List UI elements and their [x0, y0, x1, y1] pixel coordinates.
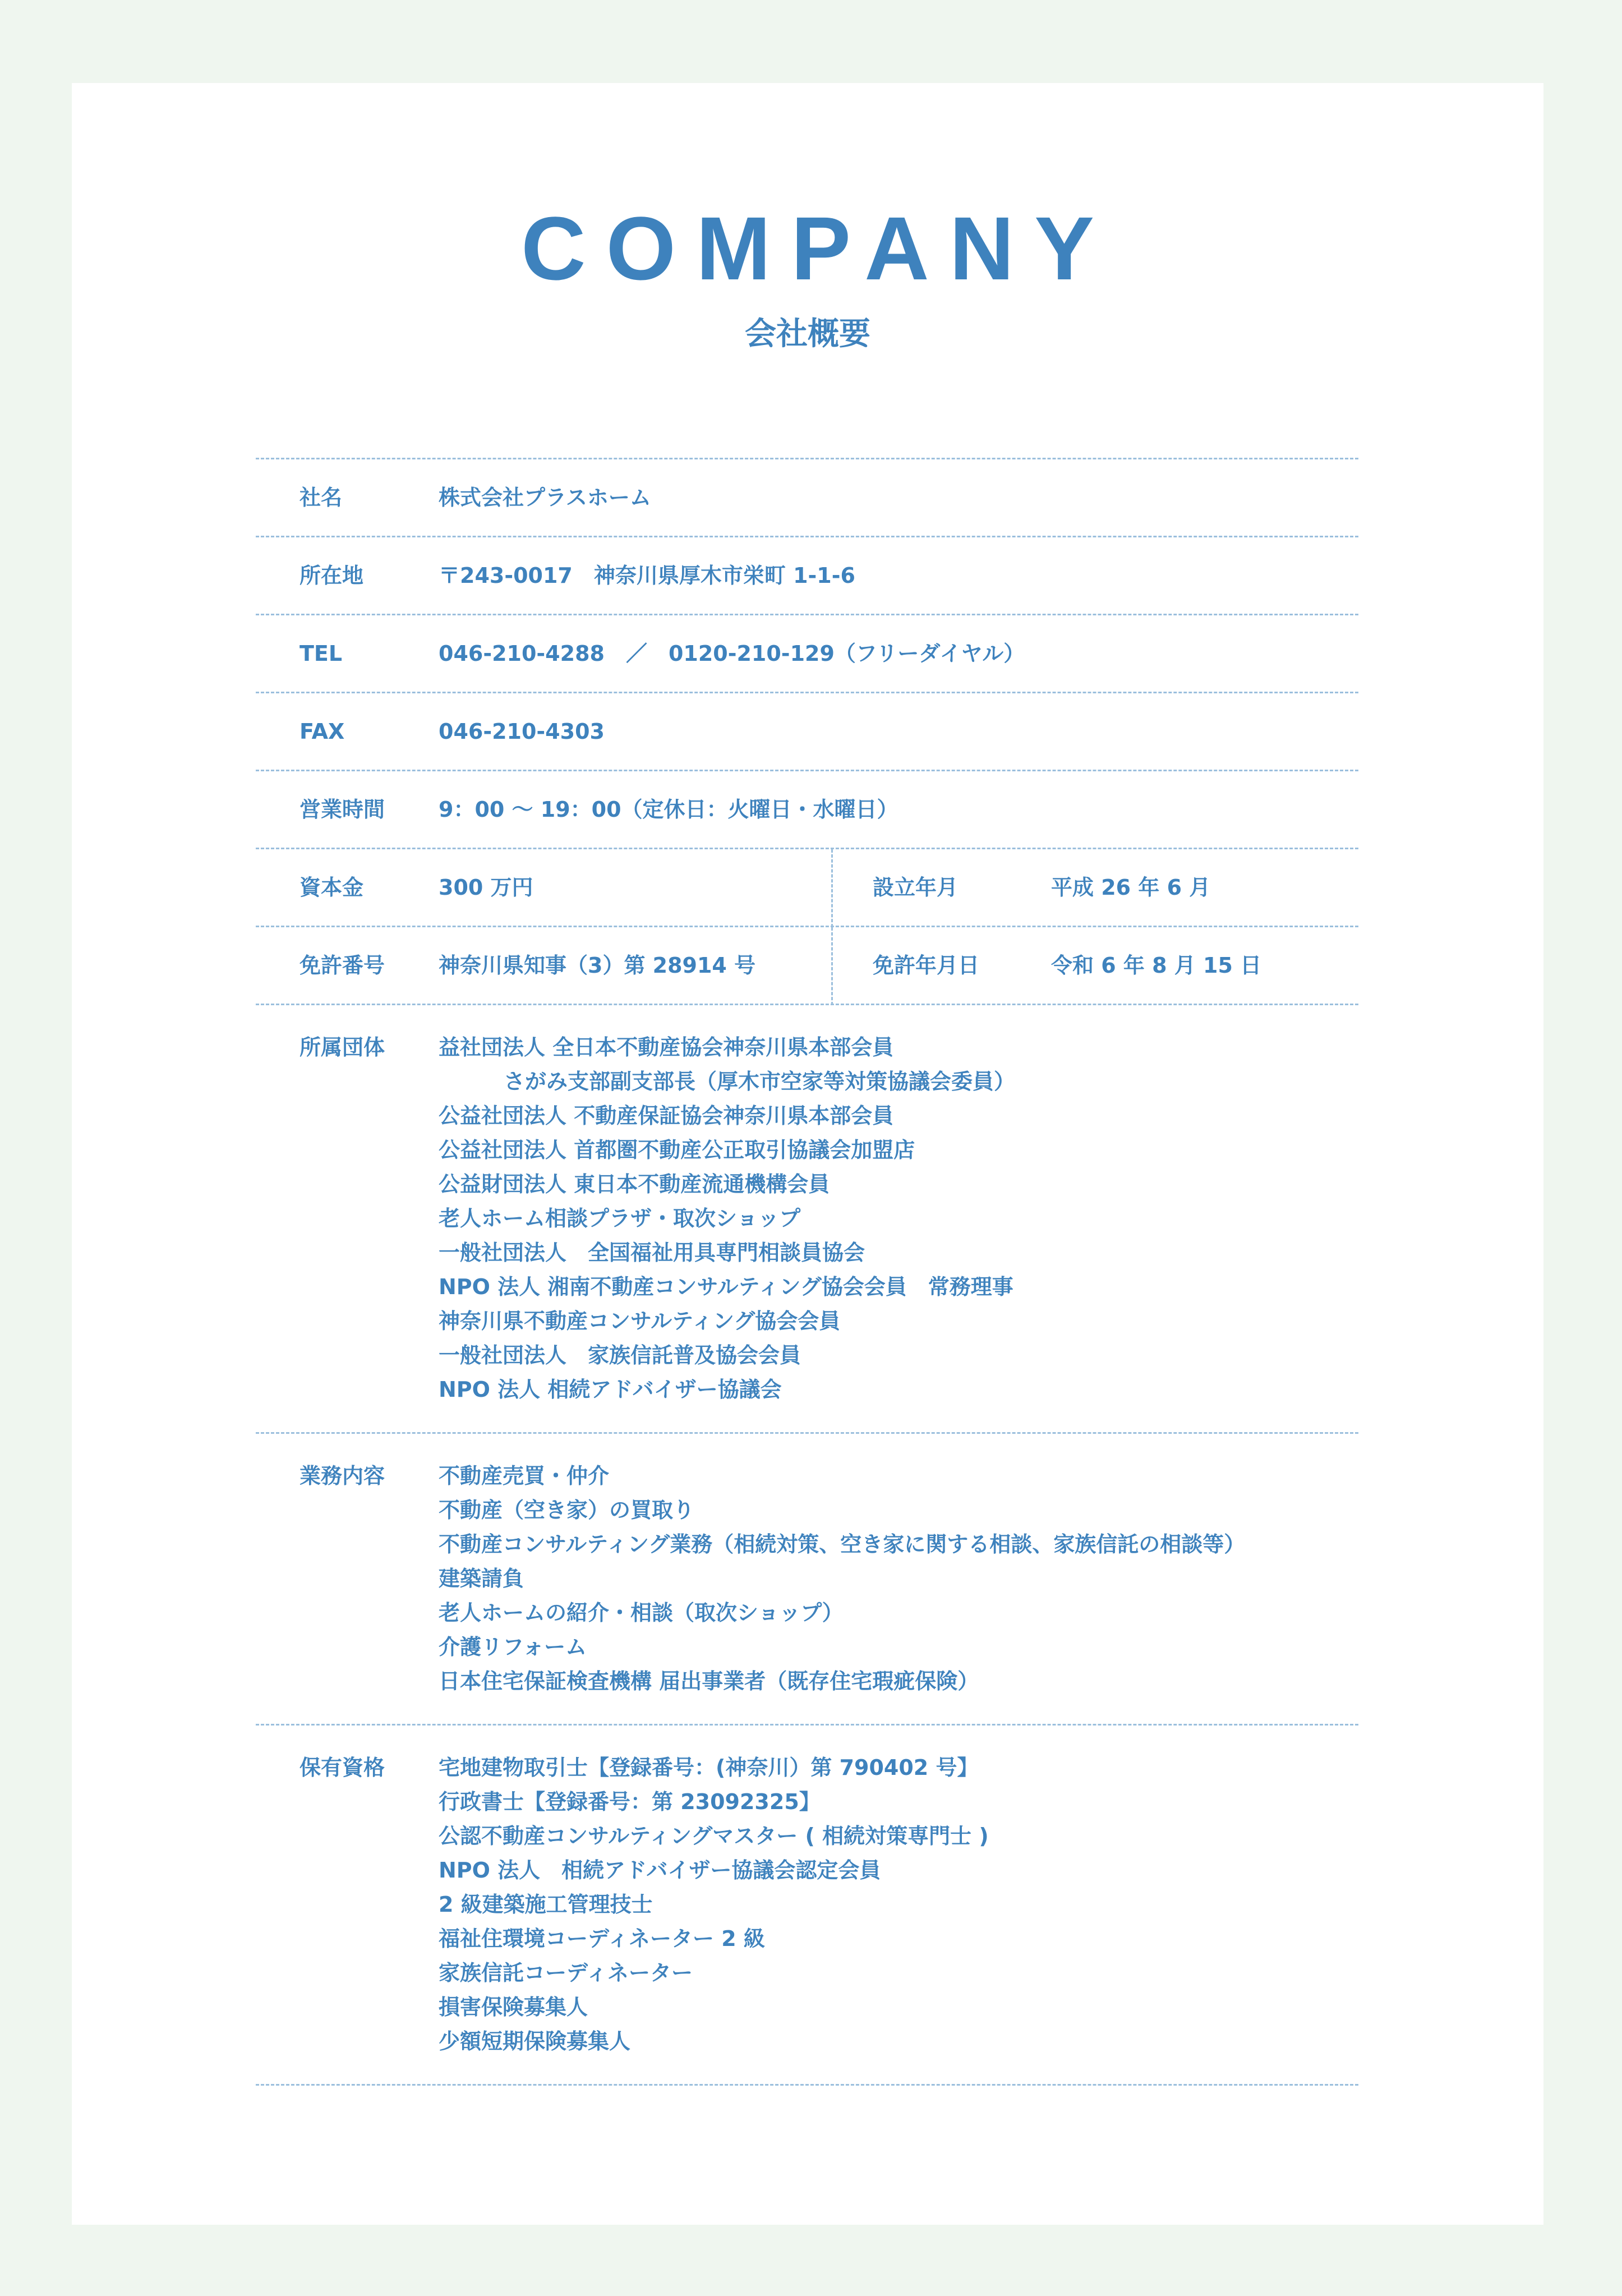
- list-item: 公益財団法人 東日本不動産流通機構会員: [439, 1172, 830, 1197]
- label-address: 所在地: [299, 563, 364, 588]
- label-tel: TEL: [299, 641, 343, 666]
- label-memberships: 所属団体: [299, 1035, 385, 1060]
- list-item: 公認不動産コンサルティングマスター ( 相続対策専門士 ): [439, 1824, 989, 1848]
- page-subtitle: 会社概要: [745, 316, 870, 352]
- row-memberships: [256, 1004, 1358, 1432]
- list-item: 少額短期保険募集人: [439, 2029, 631, 2054]
- list-item: 公益社団法人 不動産保証協会神奈川県本部会員: [439, 1103, 894, 1128]
- label-company-name: 社名: [299, 485, 343, 510]
- list-item: 2 級建築施工管理技士: [439, 1892, 653, 1917]
- list-item: 行政書士【登録番号：第 23092325】: [439, 1789, 821, 1814]
- column-divider: [831, 849, 833, 927]
- list-business: [256, 1459, 1358, 1699]
- list-item: 神奈川県不動産コンサルティング協会会員: [439, 1309, 841, 1333]
- label-license-no: 免許番号: [299, 953, 385, 978]
- value-founded: 平成 26 年 6 月: [1051, 875, 1211, 900]
- row-qualifications: [256, 1724, 1358, 2086]
- row-hours: [256, 770, 1358, 848]
- label-license-date: 免許年月日: [873, 953, 980, 978]
- list-item: 老人ホーム相談プラザ・取次ショップ: [439, 1206, 801, 1231]
- list-item: 公益社団法人 首都圏不動産公正取引協議会加盟店: [439, 1138, 915, 1162]
- value-hours: 9：00 ～ 19：00（定休日：火曜日・水曜日）: [439, 797, 898, 822]
- row-fax: [256, 692, 1358, 770]
- page-title: COMPANY: [521, 198, 1114, 298]
- label-fax: FAX: [299, 719, 345, 744]
- list-item: 宅地建物取引士【登録番号：(神奈川）第 790402 号】: [439, 1755, 979, 1780]
- list-item: 一般社団法人 家族信託普及協会会員: [439, 1343, 801, 1368]
- list-item: 不動産売買・仲介: [439, 1464, 610, 1488]
- list-item: 福祉住環境コーディネーター 2 級: [439, 1926, 765, 1951]
- row-capital-founded: [256, 848, 1358, 926]
- row-address: [256, 536, 1358, 614]
- row-business: [256, 1432, 1358, 1724]
- value-capital: 300 万円: [439, 875, 533, 900]
- row-company-name: [256, 458, 1358, 536]
- list-item: 介護リフォーム: [439, 1635, 587, 1659]
- list-item: 老人ホームの紹介・相談（取次ショップ）: [439, 1600, 844, 1625]
- value-fax: 046-210-4303: [439, 719, 605, 744]
- list-item: 不動産コンサルティング業務（相続対策、空き家に関する相談、家族信託の相談等）: [439, 1532, 1246, 1557]
- list-item: NPO 法人 相続アドバイザー協議会認定会員: [439, 1858, 881, 1883]
- list-item: NPO 法人 相続アドバイザー協議会: [439, 1377, 782, 1402]
- value-license-date: 令和 6 年 8 月 15 日: [1051, 953, 1262, 978]
- row-license: [256, 926, 1358, 1004]
- list-item: NPO 法人 湘南不動産コンサルティング協会会員 常務理事: [439, 1274, 1013, 1299]
- list-item: 益社団法人 全日本不動産協会神奈川県本部会員: [439, 1035, 894, 1060]
- value-address: 〒243-0017 神奈川県厚木市栄町 1-1-6: [439, 563, 855, 588]
- value-license-no: 神奈川県知事（3）第 28914 号: [439, 953, 756, 978]
- document-page: [72, 83, 1543, 2225]
- label-capital: 資本金: [299, 875, 364, 900]
- list-item: さがみ支部副支部長（厚木市空家等対策協議会委員）: [504, 1069, 1016, 1094]
- list-item: 一般社団法人 全国福祉用具専門相談員協会: [439, 1240, 865, 1265]
- list-qualifications: [256, 1751, 1358, 2059]
- row-tel: [256, 614, 1358, 692]
- list-item: 損害保険募集人: [439, 1995, 588, 2019]
- column-divider: [831, 927, 833, 1005]
- company-profile-table: [256, 458, 1358, 2086]
- label-qualifications: 保有資格: [299, 1755, 385, 1780]
- value-company-name: 株式会社プラスホーム: [439, 485, 651, 510]
- label-business: 業務内容: [299, 1464, 385, 1488]
- list-item: 建築請負: [439, 1566, 524, 1591]
- list-item: 日本住宅保証検査機構 届出事業者（既存住宅瑕疵保険）: [439, 1669, 979, 1694]
- label-hours: 営業時間: [299, 797, 385, 822]
- list-item: 不動産（空き家）の買取り: [439, 1498, 695, 1522]
- label-founded: 設立年月: [873, 875, 959, 900]
- value-tel: 046-210-4288 ／ 0120-210-129（フリーダイヤル）: [439, 641, 1025, 666]
- list-memberships: [256, 1030, 1358, 1407]
- list-item: 家族信託コーディネーター: [439, 1961, 693, 1985]
